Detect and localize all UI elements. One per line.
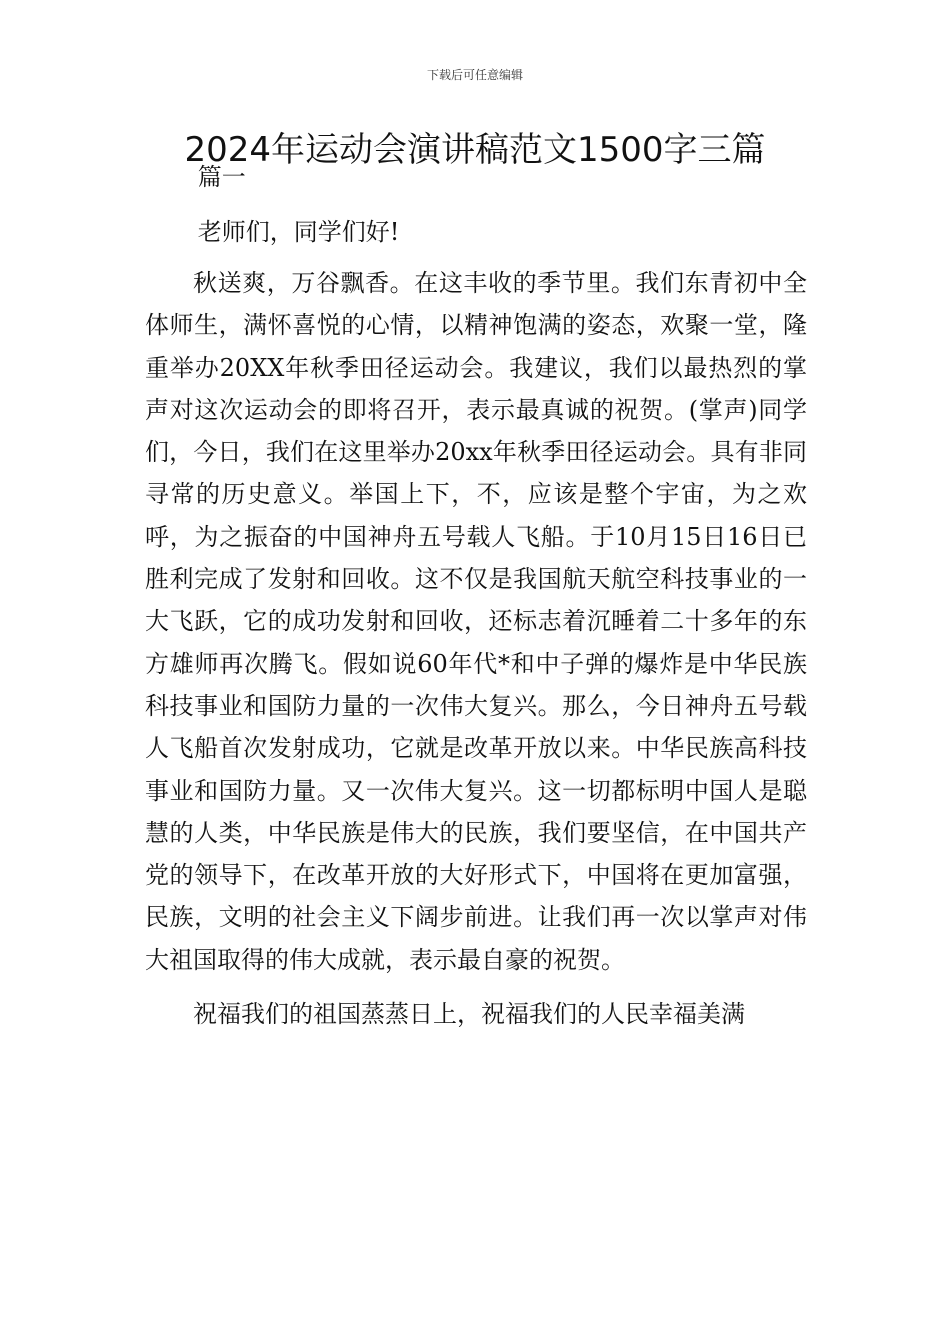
greeting: 老师们，同学们好! (197, 218, 400, 246)
paragraph-1: 秋送爽，万谷飘香。在这丰收的季节里。我们东青初中全体师生，满怀喜悦的心情，以精神饱满的姿态，欢聚一堂，隆重举办20XX年秋季田径运动会。我建议，我们以最热烈的掌声对这次运动会的即将召开，表示最真诚的祝贺。(掌声)同学们，今日，我们在这里举办20xx年秋季田径运动会。具有非同寻常的历史意义。举国上下，不，应该是整个宇宙，为之欢呼，为之振奋的中国神舟五号载人飞船。于10月15日16日已胜利完成了发射和回收。这不仅是我国航天航空科技事业的一大飞跃，它的成功发射和回收，还标志着沉睡着二十多年的东方雄师再次腾飞。假如说60年代*和中子弹的爆炸是中华民族科技事业和国防力量的一次伟大复兴。那么，今日神舟五号载人飞船首次发射成功，它就是改革开放以来。中华民族高科技事业和国防力量。又一次伟大复兴。这一切都标明中国人是聪慧的人类，中华民族是伟大的民族，我们要坚信，在中国共产党的领导下，在改革开放的大好形式下，中国将在更加富强，民族，文明的社会主义下阔步前进。让我们再一次以掌声对伟大祖国取得的伟大成就，表示最自豪的祝贺。 (145, 269, 807, 974)
document-body (145, 150, 807, 1035)
paragraph-2: 祝福我们的祖国蒸蒸日上，祝福我们的人民幸福美满 (193, 1000, 745, 1029)
header-note: 下载后可任意编辑 (426, 68, 523, 82)
page-title: 2024年运动会演讲稿范文1500字三篇 (184, 130, 766, 170)
section-label: 篇一 (197, 163, 246, 191)
